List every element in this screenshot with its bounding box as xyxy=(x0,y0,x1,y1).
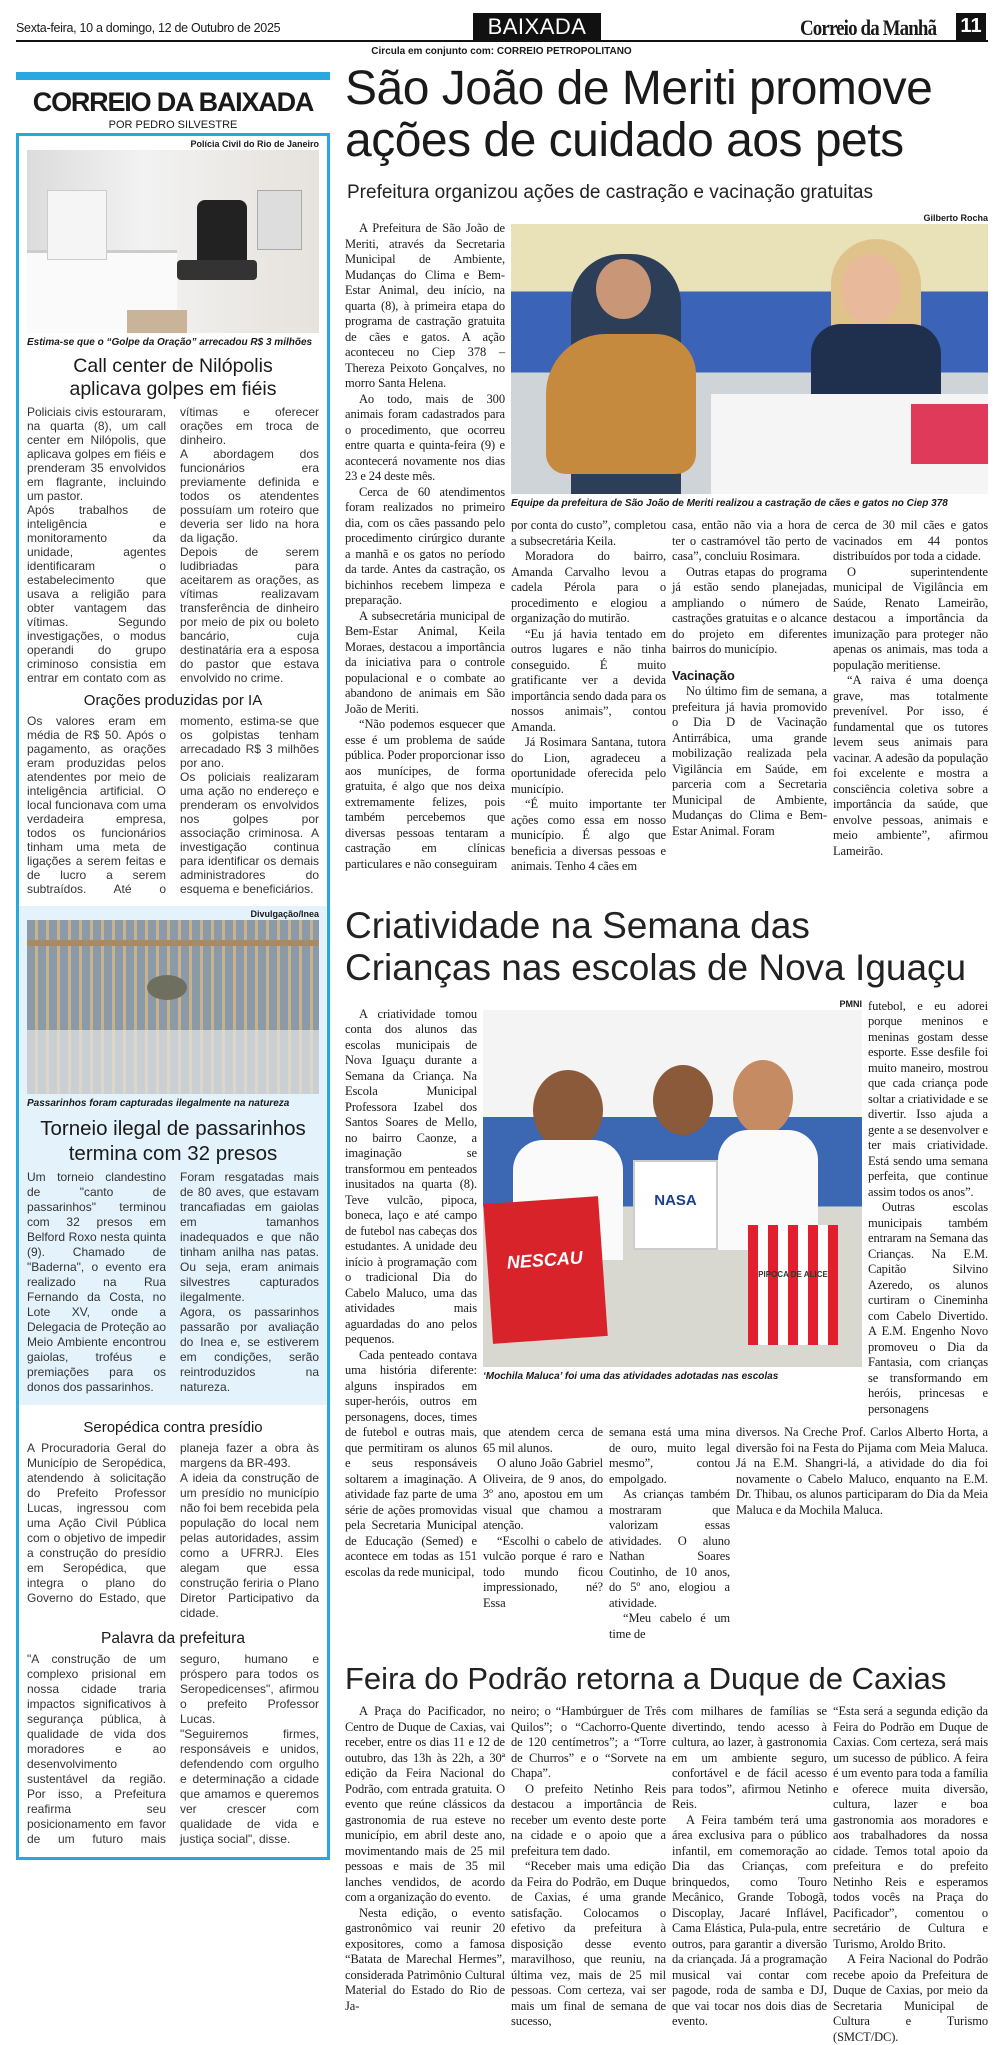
paragraph: neiro; o “Hambúrguer de Três Quilos”; o “Cachorro-Quente de 120 centímetros”; a “Torre de Churros” e o “Sorvete na Chapa”. xyxy=(511,1704,666,1780)
paragraph: Outras etapas do programa já estão sendo planejadas, ampliando o número de castrações gratuitas e o alcance do projeto em diferentes bairros do município. xyxy=(672,564,827,656)
photo-caption: ‘Mochila Maluca’ foi uma das atividades adotadas nas escolas xyxy=(483,1370,779,1382)
paragraph: Policiais civis estouraram, na quarta (8), um call center em Nilópolis, que aplicava golpes em fiéis e prenderam 35 envolvidos em flagrante, incluindo um pastor. xyxy=(27,405,166,503)
paragraph: A criatividade tomou conta dos alunos das escolas municipais de Nova Iguaçu durante a Semana da Criança. Na Escola Municipal Professora Izabel dos Santos Soares de Mello, no bairro Caonze, a imaginação se transformou em penteados inusitados na quarta (8). Teve vulcão, pipoca, boneca, laço e até campo de futebol nas cabeças dos estudantes. A unidade deu início à programação com o tradicional Dia do Cabelo Maluco, uma das atividades mais aguardadas do ano pelos pequenos. xyxy=(345,1006,477,1346)
photo-credit: PMNI xyxy=(839,998,862,1009)
article-column xyxy=(609,1425,730,1642)
sidebar-box xyxy=(16,133,330,1860)
sidebar xyxy=(16,63,330,1860)
paragraph: diversos. Na Creche Prof. Carlos Alberto Horta, a diversão foi na Festa do Pijama com Meia Maluca. Já na E.M. Shangri-lá, a atividade do dia foi novamente o Cabelo Maluco, enquanto na E.M. Dr. Thibau, os alunos participaram do Dia da Meia Maluca e da Mochila Maluca. xyxy=(736,1425,988,1517)
column-byline: POR PEDRO SILVESTRE xyxy=(108,119,238,131)
paragraph: semana está uma mina de ouro, muito legal mesmo”, contou empolgado. xyxy=(609,1425,730,1486)
page-layout xyxy=(16,63,988,2045)
circulation-note: Circula em conjunto com: CORREIO PETROPOLITANO xyxy=(371,46,632,57)
paragraph: A ideia da construção de um presídio no município não foi bem recebida pela população do local nem pelas autoridades, assim como a UFRRJ. Eles alegam que essa construção feriria o Plano Diretor Participativo da cidade. xyxy=(180,1471,319,1620)
article-headline xyxy=(345,905,988,989)
paragraph: “A raiva é uma doença grave, mas totalmente prevenível. Por isso, é fundamental que os tutores levem seus animais para vacinar. A adesão da população foi excelente e mostra a consciência coletiva sobre a importância da saúde, que envolve pessoas, animais e meio ambiente”, afirmou Lameirão. xyxy=(833,673,988,858)
paragraph: Depois de serem ludibriadas para aceitarem as orações, as vítimas realizavam transferência de dinheiro por meio de pix ou boleto bancário, cuja destinatária era a esposa do pastor que estava envolvido no crime. xyxy=(180,545,319,685)
section-label: BAIXADA xyxy=(473,13,601,40)
paragraph: A Prefeitura de São João de Meriti, através da Secretaria Municipal de Ambiente, Mudanças do Clima e Bem-Estar Animal, deu início, na quarta (8), à primeira etapa do programa de castração gratuita de cães e gatos. A ação aconteceu no Ciep 378 – Thereza Peixoto Gonçalves, no morro Santa Helena. xyxy=(345,221,505,390)
article-column xyxy=(833,1704,988,2045)
photo-credit: Gilberto Rocha xyxy=(923,213,988,223)
photo-caption: Estima-se que o “Golpe da Oração” arrecadou R$ 3 milhões xyxy=(27,337,313,348)
story-headline xyxy=(27,355,319,401)
article-column xyxy=(345,1007,477,1581)
paragraph: Os valores eram em média de R$ 50. Após o pagamento, as orações eram produzidas pelos atendentes por meio de inteligência artificial. O local funcionava com uma verdadeira empresa, todos os funcionários tinham uma meta de ligações a serem feitas e de lucro a serem subtraídos. Até o momento, estima-se que os golpistas tenham arrecadado R$ 3 milhões por ano. xyxy=(27,714,319,896)
paragraph: com milhares de famílias se divertindo, tendo acesso à cultura, ao lazer, à gastronomia em um ambiente seguro, confortável e de fácil acesso para todos”, afirmou Netinho Reis. xyxy=(672,1704,827,1811)
photo-block xyxy=(483,999,862,1383)
article-body xyxy=(345,213,988,875)
paragraph: Nesta edição, o evento gastronômico vai reunir 20 expositores, como a famosa “Batata de Marechal Hermes”, considerada Patrimônio Cultural Material do Estado do Rio de Ja- xyxy=(345,1905,505,2013)
paragraph: Cerca de 60 atendimentos foram realizados no primeiro dia, com os cães passando pelo procedimento cirúrgico durante a manhã e os gatos no período da tarde. Antes da castração, os bichinhos recebem limpeza e preparação. xyxy=(345,484,505,607)
page-number: 11 xyxy=(956,13,986,40)
paragraph: A Feira Nacional do Podrão recebe apoio da Prefeitura de Duque de Caxias, por meio da Secretaria Municipal de Cultura e Turismo (SMCT/DC). xyxy=(833,1952,988,2044)
article-right-block xyxy=(483,999,988,1643)
main-content xyxy=(345,63,988,2045)
paragraph: “Não podemos esquecer que esse é um problema de saúde pública. Poder proporcionar isso aos munícipes, de forma gratuita, é algo que nos deixa extremamente felizes, pois também percebemos que diversas pessoas tentaram a castração em clínicas particulares e não conseguiram xyxy=(345,717,505,871)
column-subhead: Vacinação xyxy=(672,667,735,683)
story-subhead: Palavra da prefeitura xyxy=(101,1630,245,1647)
article-headline: Feira do Podrão retorna a Duque de Caxias xyxy=(345,1661,947,1696)
article-column xyxy=(345,1704,505,2014)
article-columns xyxy=(345,1704,988,2045)
paragraph: Os policiais realizaram uma ação no endereço e prenderam os envolvidos nos golpes por associação criminosa. A investigação continua para identificar os demais administradores do esquema e beneficiários. xyxy=(180,770,319,896)
headline-line: Criatividade na Semana das xyxy=(345,904,810,946)
headline-line: ações de cuidado aos pets xyxy=(345,114,904,167)
paragraph: A Procuradoria Geral do Município de Seropédica, atendendo à solicitação do Prefeito Professor Lucas, ingressou com uma Ação Civil Pública com o objetivo de impedir a construção do presídio em Seropédica, que integra o plano do Governo do Estado, que planeja fazer a obra às margens da BR-493. xyxy=(27,1441,319,1605)
article-column xyxy=(511,518,666,875)
paragraph: A subsecretária municipal de Bem-Estar Animal, Keila Moraes, destacou a importância da iniciativa para o controle populacional e o combate ao abandono de animais em São João de Meriti. xyxy=(345,608,505,716)
article-column xyxy=(511,1704,666,2030)
story-headline xyxy=(27,1116,319,1166)
story-body xyxy=(27,1170,319,1395)
callcenter-story xyxy=(19,136,327,906)
photo-caption: Equipe da prefeitura de São João de Meriti realizou a castração de cães e gatos no Ciep 378 xyxy=(511,498,948,509)
paragraph: “Receber mais uma edição da Feira do Podrão, em Duque de Caxias, é uma grande satisfação. Colocamos o efetivo da prefeitura à disposição desse evento maravilhoso, que reuniu, na última vez, mais de 25 mil pessoas. Com certeza, vai ser mais um final de semana de sucesso, xyxy=(511,1859,666,2028)
article-column xyxy=(672,518,827,839)
paragraph: Foram resgatadas mais de 80 aves, que estavam trancafiadas em gaiolas em tamanhos inadequados e que não tinham anilha nas patas. Ou seja, eram animais silvestres capturados ilegalmente. xyxy=(180,1170,319,1304)
headline-line: Call center de Nilópolis xyxy=(73,355,273,377)
paragraph: “Eu já havia tentado em outros lugares e não tinha conseguido. É muito gratificante ver a devida importância sendo dada para os nossos animais”, contou Amanda. xyxy=(511,626,666,734)
paragraph: casa, então não via a hora de ter o castramóvel tão perto de casa”, concluiu Rosimara. xyxy=(672,518,827,563)
article-column xyxy=(345,221,505,872)
article-subtitle: Prefeitura organizou ações de castração e vacinação gratuitas xyxy=(347,182,873,203)
paragraph: O prefeito Netinho Reis destacou a importância de receber um evento deste porte na cidade e o apoio que a prefeitura tem dado. xyxy=(511,1781,666,1858)
headline-line: Torneio ilegal de passarinhos xyxy=(40,1117,306,1140)
article-column xyxy=(868,999,988,1418)
article-column xyxy=(736,1425,988,1518)
paragraph: “Meu cabelo é um time de xyxy=(609,1611,730,1641)
paragraph: Já Rosimara Santana, tutora do Lion, agradeceu a oportunidade oferecida pelo município. xyxy=(511,735,666,796)
issue-date: Sexta-feira, 10 a domingo, 12 de Outubro de 2025 xyxy=(16,21,281,35)
article-column xyxy=(483,1425,603,1611)
column-title: CORREIO DA BAIXADA xyxy=(32,87,314,117)
seropedica-story xyxy=(19,1405,327,1857)
story-headline: Seropédica contra presídio xyxy=(83,1419,263,1436)
paragraph: A Feira também terá uma área exclusiva para o público infantil, em comemoração ao Dia das Crianças, com brinquedos, como Touro Mecânico, Grande Tobogã, Discoplay, Jacaré Inflável, Cama Elástica, Pula-pula, entre outros, para garantir a diversão da criançada. Já a programação musical vai contar com pagode, roda de samba e DJ, que vai tocar nos dois dias de evento. xyxy=(672,1812,827,2028)
paragraph: O aluno João Gabriel Oliveira, de 9 anos, do 3º ano, apostou em um visual que chamou a atenção. xyxy=(483,1456,603,1532)
paragraph: “Esta será a segunda edição da Feira do Podrão em Duque de Caxias. Com certeza, será mais um sucesso de público. A feira é um evento para toda a família e oferece muita diversão, cultura, lazer e boa gastronomia aos moradores e aos trabalhadores da nossa cidade. Temos total apoio da prefeitura e do prefeito Netinho Reis e esperamos todos vocês na Praça do Pacificador”, comentou o secretário de Cultura e Turismo, Aroldo Brito. xyxy=(833,1704,988,1951)
header-rule xyxy=(16,40,988,42)
article-column xyxy=(672,1704,827,2030)
paragraph: por conta do custo”, completou a subsecretária Keila. xyxy=(511,518,666,548)
paragraph: cerca de 30 mil cães e gatos vacinados em 44 pontos distribuídos por toda a cidade. xyxy=(833,518,988,563)
paragraph: Outras escolas municipais também entraram na Semana das Crianças. Na E.M. Capitão Silvino Azeredo, os alunos curtiram o Cineminha com Cabelo Divertido. A E.M. Engenho Novo promoveu o Dia da Fantasia, com crianças se transformando em heróis, princesas e personagens xyxy=(868,1200,988,1416)
article-columns xyxy=(511,518,988,875)
newspaper-logo: Correio da Manhã xyxy=(800,15,937,40)
paragraph: “Escolhi o cabelo de vulcão porque é raro e todo mundo ficou impressionado, né? Essa xyxy=(483,1533,603,1610)
photo-caption: Passarinhos foram capturadas ilegalmente na natureza xyxy=(27,1098,290,1109)
paragraph: que atendem cerca de 65 mil alunos. xyxy=(483,1425,603,1455)
article-right-block xyxy=(511,213,988,875)
story-subhead: Orações produzidas por IA xyxy=(83,692,263,709)
article-headline xyxy=(345,63,988,167)
paragraph: Ao todo, mais de 300 animais foram cadastrados para o procedimento, que ocorreu entre quarta e quinta-feira (9) e acontecerá novamente nos dias 23 e 24 deste mês. xyxy=(345,391,505,483)
call-center-photo xyxy=(27,150,319,333)
paragraph: Cada penteado contava uma história diferente: alguns inspirados em super-heróis, outros em personagens, doces, times de futebol e outras mais, que permitiram os alunos e seus responsáveis soltarem a imaginação. A atividade faz parte de uma série de ações promovidas pela Secretaria Municipal de Educação (Semed) e acontece em todas as 151 escolas da rede municipal, xyxy=(345,1347,477,1579)
paragraph: A abordagem dos funcionários era previamente definida e todos os atendentes possuíam um roteiro que deveria ser lido na hora da ligação. xyxy=(180,447,319,545)
headline-line: Crianças nas escolas de Nova Iguaçu xyxy=(345,946,967,988)
headline-line: São João de Meriti promove xyxy=(345,62,933,115)
nasa-box: NASA xyxy=(633,1160,718,1250)
paragraph: As crianças também mostraram que valorizam essas atividades. O aluno Nathan Soares Coutinho, de 10 anos, do 5º ano, elogiou a atividade. xyxy=(609,1487,730,1610)
torneio-story xyxy=(19,906,327,1405)
paragraph: No último fim de semana, a prefeitura já havia promovido o Dia D de Vacinação Antirrábica, uma grande mobilização realizada pela Vigilância em Saúde, em parceria com a Secretaria Municipal de Ambiente, Mudanças do Clima e Bem-Estar Animal. Foram xyxy=(672,684,827,838)
paragraph: futebol, e eu adorei porque meninos e meninas gostam desse esporte. Esse desfile foi muito maneiro, mostrou que cada criança pode soltar a criatividade e se divertir. Isso ajuda a gente a se desenvolver e ter mais criatividade. Está sendo uma semana perfeita, que continue assim todos os anos”. xyxy=(868,998,988,1199)
paragraph: "Seguiremos firmes, responsáveis e unidos, defendendo com orgulho e determinação a cidade que amamos e queremos ver crescer com qualidade de vida e justiça social", disse. xyxy=(180,1727,319,1846)
paragraph: A Praça do Pacificador, no Centro de Duque de Caxias, vai receber, entre os dias 11 e 12 de outubro, das 13h às 22h, a 30ª edição da Feira Nacional do Podrão, com entrada gratuita. O evento que reúne clássicos da gastronomia de rua esteve no município, em abril deste ano, movimentando mais de 25 mil pessoas e mais de 35 mil lanches vendidos, de acordo com a organização do evento. xyxy=(345,1704,505,1904)
bird-cage-photo xyxy=(27,920,319,1094)
paragraph: Agora, os passarinhos passarão por avaliação do Inea e, se estiverem em condições, serão reintroduzidos na natureza. xyxy=(180,1305,319,1394)
photo-credit: Polícia Civil do Rio de Janeiro xyxy=(190,139,319,149)
story-body xyxy=(27,1441,319,1621)
paragraph: Um torneio clandestino de "canto de passarinhos" terminou com 32 presos em Belford Roxo nesta quinta (9). Chamado de "Baderna", o evento era realizado na Rua Fernando da Costa, no Lote XV, onde a Delegacia de Proteção ao Meio Ambiente encontrou gaiolas, troféus e premiações para os donos dos passarinhos. xyxy=(27,1170,166,1394)
popcorn-box: PIPOCA DE ALICE xyxy=(748,1225,838,1345)
article-body xyxy=(345,999,988,1643)
article-columns xyxy=(483,1425,988,1642)
headline-line: aplicava golpes em fiéis xyxy=(69,378,277,400)
nescau-box: NESCAU xyxy=(483,1196,607,1344)
photo-credit: Divulgação/Inea xyxy=(250,909,319,919)
paragraph: “É muito importante ter ações como essa em nosso município. É algo que beneficia a diversas pessoas e animais. Tenho 4 cães em xyxy=(511,797,666,873)
story-body xyxy=(27,714,319,896)
pets-event-photo xyxy=(511,224,988,494)
paragraph: Após trabalhos de inteligência e monitoramento da unidade, agentes identificaram o estabelecimento que usava a religião para obter vantagem das vítimas. Segundo investigações, o modus operandi do grupo criminoso consistia em entrar em contato com as vítimas e oferecer orações em troca de dinheiro. xyxy=(27,405,319,685)
headline-line: termina com 32 presos xyxy=(68,1142,278,1165)
paragraph: Moradora do bairro, Amanda Carvalho levou a cadela Pérola para o procedimento e elogiou a organização do mutirão. xyxy=(511,549,666,625)
kids-school-photo xyxy=(483,1010,862,1367)
article-column xyxy=(833,518,988,859)
paragraph: O superintendente municipal de Vigilância em Saúde, Renato Lameirão, destacou a importância da imunização para proteger não apenas os animais, mas toda a população meritiense. xyxy=(833,564,988,672)
paragraph: "A construção de um complexo prisional em nossa cidade traria impactos significativos à segurança pública, à qualidade de vida dos moradores e ao desenvolvimento sustentável da região. Por isso, a Prefeitura reafirma seu posicionamento em favor de um futuro mais seguro, humano e próspero para todos os Seropedicenses", afirmou o prefeito Professor Lucas. xyxy=(27,1652,319,1846)
story-body xyxy=(27,1652,319,1847)
sidebar-accent-bar xyxy=(16,72,330,80)
story-body xyxy=(27,405,319,685)
